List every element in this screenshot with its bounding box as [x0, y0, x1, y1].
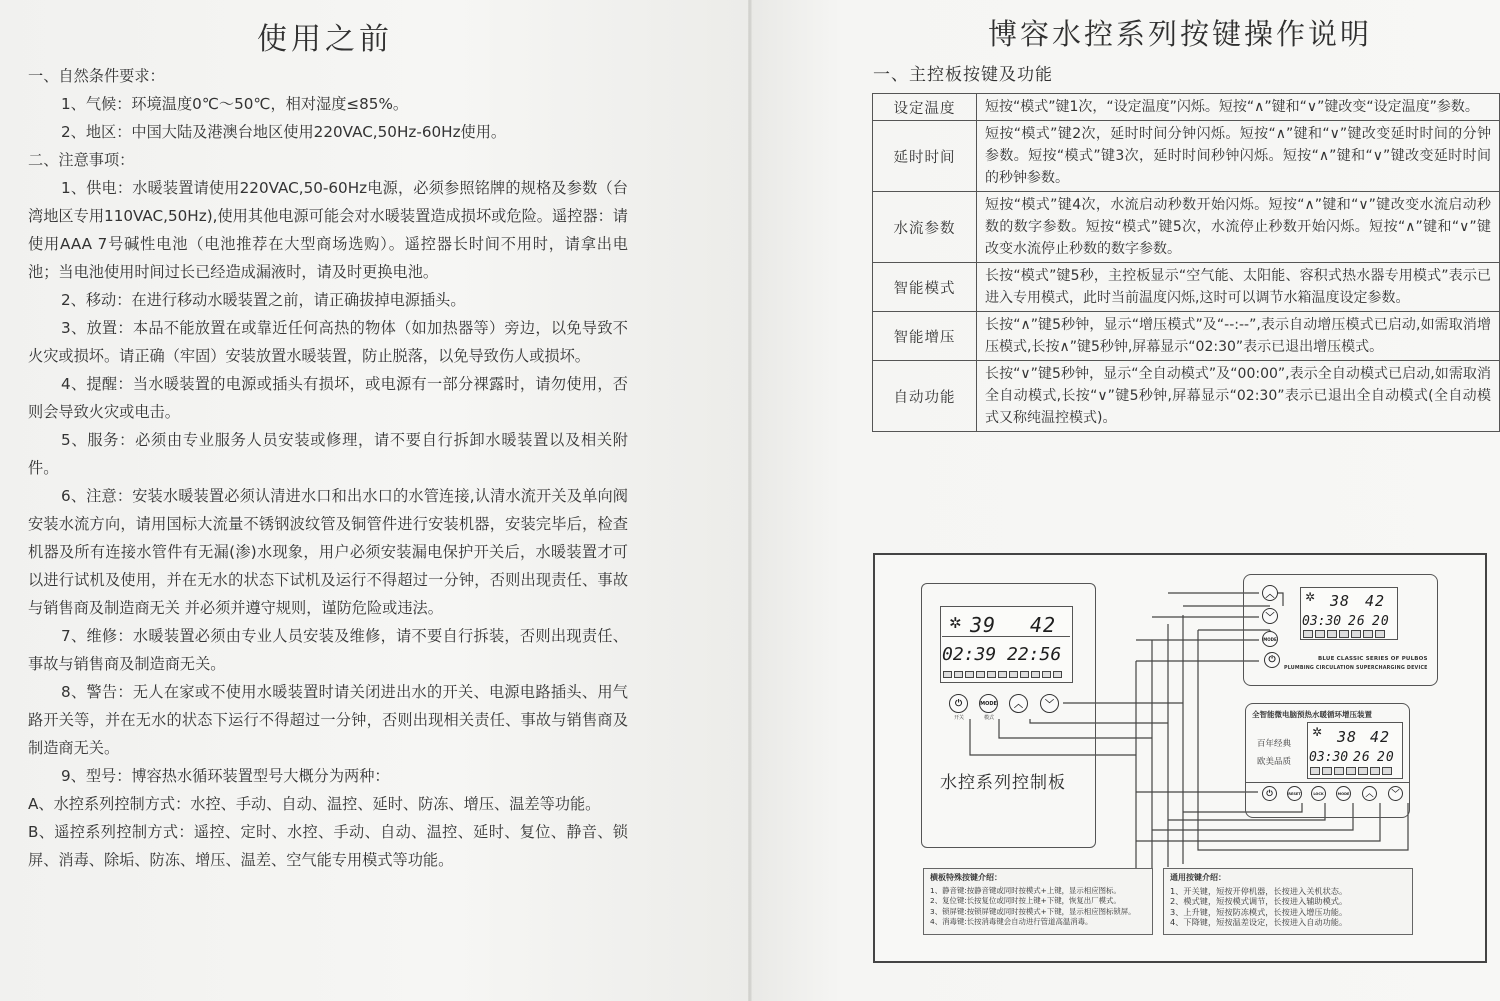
key-name-cell: 智能模式 [873, 263, 977, 312]
key-table-row [873, 94, 1500, 121]
left-page-title: 使用之前 [257, 22, 393, 57]
smart-lock-button[interactable] [1311, 786, 1326, 801]
general-key-item: 3、上升键，短按防冻模式，长按进入增压功能。 [1170, 906, 1348, 917]
main-panel-caption: 水控系列控制板 [940, 773, 1066, 793]
general-keys-note [1163, 868, 1413, 935]
fan-icon: ✲ [949, 614, 962, 632]
blue-temp-right: 42 [1365, 592, 1386, 610]
numbered-paragraph: 7、维修：水暖装置必须由专业人员安装及维修，请不要自行拆装，否则出现责任、事故与销售商及制造商无关。 [28, 627, 628, 673]
blue-brand-line-1: BLUE CLASSIC SERIES OF PULBOS [1318, 656, 1428, 662]
main-up-button[interactable] [1009, 694, 1028, 713]
main-time-right: 22:56 [1007, 644, 1062, 665]
numbered-paragraph: 6、注意：安装水暖装置必须认清进水口和出水口的水管连接,认清水流开关及单向阀安装水流方向，请用国标大流量不锈钢波纹管及铜管件进行安装机器，安装完毕后，检查机器及所有连接水管件有无漏(渗)水现象，用户必须安装漏电保护开关后，水暖装置才可以进行试机及使用，并在无水的状态下试机及运行不得超过一分钟，否则出现责任、事故与销售商及制造商无关 并必须并遵守规则，谨防危险或违法。 [28, 487, 628, 617]
blue-mode-button[interactable] [1262, 631, 1278, 647]
power-icon: ⏻ [954, 698, 963, 709]
chevron-down-icon: ﹀ [1391, 789, 1400, 798]
section-heading-paragraph: A、水控系列控制方式：水控、手动、自动、温控、延时、防冻、增压、温差等功能。 [28, 795, 601, 813]
mode-button-label: 模式 [983, 715, 994, 721]
key-description-cell: 长按“模式”键5秒，主控板显示“空气能、太阳能、容积式热水器专用模式”表示已进入专用模式，此时当前温度闪烁,这时可以调节水箱温度设定参数。 [977, 263, 1500, 312]
key-name-cell: 水流参数 [873, 192, 977, 263]
blue-value-mid: 26 [1348, 614, 1366, 629]
key-description-cell: 短按“模式”键2次，延时时间分钟闪烁。短按“∧”键和“∨”键改变延时时间的分钟参数。短按“模式”键3次，延时时间秒钟闪烁。短按“∧”键和“∨”键改变延时时间的秒钟参数。 [977, 121, 1500, 192]
smart-temp-left: 38 [1337, 728, 1358, 746]
main-down-button[interactable] [1040, 694, 1059, 713]
right-page-title: 博容水控系列按键操作说明 [987, 17, 1372, 51]
chevron-down-icon: ﹀ [1265, 612, 1275, 623]
smart-power-button[interactable] [1262, 786, 1277, 801]
special-key-item: 1、静音键:按静音键或同时按模式+上键，显示相应图标。 [930, 885, 1121, 895]
numbered-paragraph: 2、移动：在进行移动水暖装置之前，请正确拔掉电源插头。 [61, 291, 466, 309]
reset-label: RESET [1288, 791, 1301, 796]
blue-temp-left: 38 [1330, 592, 1351, 610]
lcd-divider [942, 636, 1070, 637]
general-key-item: 1、开关键，短按开停机器，长按进入关机状态。 [1170, 885, 1348, 896]
smart-value-mid: 26 [1353, 750, 1371, 765]
lock-label: LOCK [1313, 791, 1324, 796]
numbered-paragraph: 4、提醒：当水暖装置的电源或插头有损坏，或电源有一部分裸露时，请勿使用，否则会导致火灾或电击。 [28, 375, 628, 421]
key-description-cell: 长按“∨”键5秒钟，显示“全自动模式”及“00:00”,表示全自动模式已启动,如需取消全自动模式,长按“∨”键5秒钟,屏幕显示“02:30”表示已退出全自动模式(全自动模式又称纯温控模式)。 [977, 361, 1500, 432]
blue-lcd-icon-row [1303, 630, 1385, 638]
special-key-item: 4、消毒键:长按消毒键会自动进行管道高温消毒。 [930, 917, 1093, 926]
main-time-left: 02:39 [942, 644, 997, 665]
general-keys-title: 通用按键介绍： [1170, 873, 1226, 882]
section-heading-paragraph: B、遥控系列控制方式：遥控、定时、水控、手动、自动、温控、延时、复位、静音、锁屏、消毒、除垢、防冻、增压、温差、空气能专用模式等功能。 [28, 823, 628, 869]
smart-mode-button[interactable] [1336, 786, 1351, 801]
left-page-body [28, 62, 628, 874]
chevron-up-icon: ︿ [1013, 700, 1023, 710]
blue-down-button[interactable] [1262, 608, 1278, 624]
smart-side-line-1: 百年经典 [1257, 739, 1292, 749]
chevron-up-icon: ︿ [1265, 589, 1275, 600]
key-description-cell: 长按“∧”键5秒钟，显示“增压模式”及“--:--”,表示自动增压模式已启动,如需取消增压模式,长按∧”键5秒钟,屏幕显示“02:30”表示已退出增压模式。 [977, 312, 1500, 361]
numbered-paragraph: 8、警告：无人在家或不使用水暖装置时请关闭进出水的开关、电源电路插头、用气路开关等，并在无水的状态下运行不得超过一分钟，否则出现相关责任、事故与销售商及制造商无关。 [28, 683, 628, 757]
smart-value-right: 20 [1377, 750, 1395, 765]
mode-label: MODE [980, 700, 997, 707]
blue-brand-line-2: PLUMBING CIRCULATION SUPERCHARGING DEVICE [1284, 666, 1428, 671]
mode-label: MODE [1337, 791, 1350, 796]
main-temp-left: 39 [970, 613, 997, 637]
special-keys-note [923, 868, 1153, 935]
smart-lcd-icon-row [1310, 767, 1392, 775]
key-table-row [873, 121, 1500, 192]
main-temp-right: 42 [1030, 613, 1057, 637]
key-table-row [873, 312, 1500, 361]
power-icon: ⏻ [1266, 788, 1273, 798]
numbered-paragraph: 9、型号：博容热水循环装置型号大概分为两种： [61, 767, 390, 785]
power-button-label: 开关 [953, 715, 964, 721]
main-power-button[interactable] [949, 694, 968, 713]
key-name-cell: 智能增压 [873, 312, 977, 361]
smart-reset-button[interactable] [1287, 786, 1302, 801]
blue-up-button[interactable] [1262, 585, 1278, 601]
mode-label: MODE [1263, 636, 1277, 642]
smart-down-button[interactable] [1388, 786, 1403, 801]
chevron-down-icon: ﹀ [1044, 700, 1054, 710]
special-key-item: 3、锁屏键:按锁屏键或同时按模式+下键，显示相应图标锁屏。 [930, 906, 1136, 916]
key-table-row [873, 192, 1500, 263]
blue-value-right: 20 [1372, 614, 1390, 629]
blue-power-button[interactable] [1264, 652, 1280, 668]
main-lcd-icon-row [943, 671, 1062, 678]
special-keys-title: 横板特殊按键介绍： [930, 873, 1002, 882]
numbered-paragraph: 1、供电：水暖装置请使用220VAC,50-60Hz电源，必须参照铭牌的规格及参数（台湾地区专用110VAC,50Hz),使用其他电源可能会对水暖装置造成损坏或危险。遥控器：请使用AAA 7号碱性电池（电池推荐在大型商场选购）。遥控器长时间不用时，请拿出电池；当电池使用时间过长已经造成漏液时，请及时更换电池。 [28, 179, 628, 281]
page-spine [748, 0, 752, 1001]
fan-icon: ✲ [1305, 590, 1316, 604]
general-key-item: 2、模式键，短按模式调节，长按进入辅助模式。 [1170, 896, 1348, 906]
numbered-paragraph: 5、服务：必须由专业服务人员安装或修理，请不要自行拆卸水暖装置以及相关附件。 [28, 431, 628, 477]
general-key-item: 4、下降键，短按温差设定，长按进入自动功能。 [1170, 917, 1348, 927]
blue-time: 03:30 [1302, 614, 1342, 629]
key-name-cell: 自动功能 [873, 361, 977, 432]
chevron-up-icon: ︿ [1365, 789, 1374, 798]
special-key-item: 2、复位键:长按复位或同时按上键+下键，恢复出厂模式。 [930, 896, 1121, 905]
smart-panel-divider [1246, 782, 1409, 783]
key-description-cell: 短按“模式”键4次，水流启动秒数开始闪烁。短按“∧”键和“∨”键改变水流启动秒数的数字参数。短按“模式”键5次，水流停止秒数开始闪烁。短按“∧”键和“∨”键改变水流停止秒数的数字参数。 [977, 192, 1500, 263]
numbered-paragraph: 3、放置：本品不能放置在或靠近任何高热的物体（如加热器等）旁边，以免导致不火灾或损坏。请正确（牢固）安装放置水暖装置，防止脱落，以免导致伤人或损坏。 [28, 319, 628, 365]
smart-time: 03:30 [1309, 750, 1349, 765]
smart-temp-right: 42 [1370, 728, 1391, 746]
smart-up-button[interactable] [1362, 786, 1377, 801]
main-mode-button[interactable] [979, 694, 998, 713]
key-name-cell: 设定温度 [873, 94, 977, 121]
numbered-paragraph: 1、气候：环境温度0℃～50℃，相对湿度≤85%。 [61, 95, 409, 113]
section-heading: 一、主控板按键及功能 [873, 65, 1053, 85]
fan-icon: ✲ [1312, 725, 1323, 739]
key-name-cell: 延时时间 [873, 121, 977, 192]
smart-panel-header: 全智能微电脑预热水暖循环增压装置 [1252, 710, 1372, 719]
key-description-cell: 短按“模式”键1次，“设定温度”闪烁。短按“∧”键和“∨”键改变“设定温度”参数。 [977, 94, 1500, 121]
power-icon: ⏻ [1268, 655, 1276, 665]
key-table-row [873, 361, 1500, 432]
numbered-paragraph: 2、地区：中国大陆及港澳台地区使用220VAC,50Hz-60Hz使用。 [61, 123, 507, 141]
section-heading-paragraph: 一、自然条件要求： [28, 67, 165, 85]
section-heading-paragraph: 二、注意事项： [28, 151, 135, 169]
key-function-table [872, 93, 1500, 432]
smart-side-line-2: 欧美品质 [1257, 757, 1292, 767]
key-table-row [873, 263, 1500, 312]
